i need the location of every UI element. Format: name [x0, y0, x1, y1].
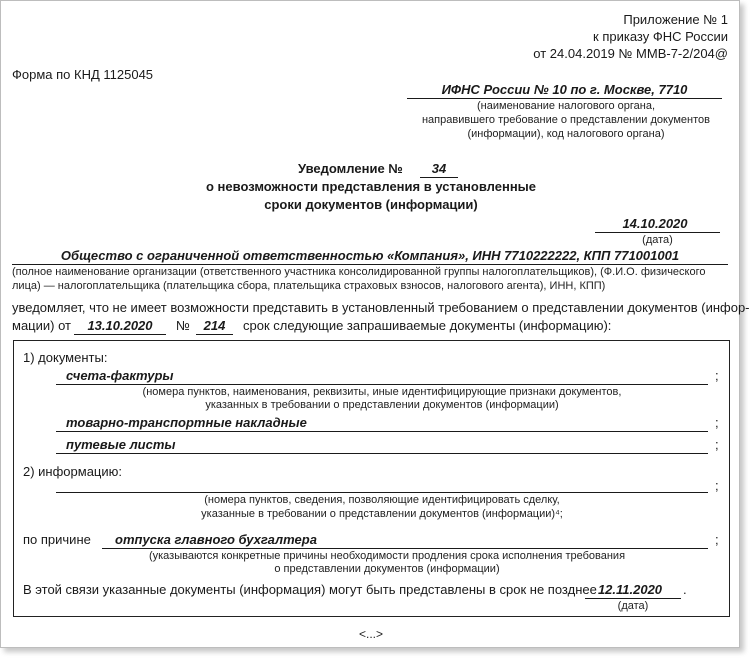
request-date-value: 13.10.2020 — [87, 318, 153, 333]
reason-hint-2: о представлении документов (информации) — [274, 563, 500, 575]
information-hint-1: (номера пунктов, сведения, позволяющие идентифицировать сделку, — [204, 494, 560, 506]
reason-value: отпуска главного бухгалтера — [115, 532, 317, 547]
request-number-label: № — [176, 318, 190, 333]
notice-line-1: уведомляет, что не имеет возможности представить в установленный требованием о представлении документов (инфор- — [12, 300, 750, 315]
reason-label: по причине — [23, 532, 91, 547]
form-code: Форма по КНД 1125045 — [12, 67, 154, 82]
appendix-line-2: к приказу ФНС России — [593, 29, 728, 44]
notice-line-2-suffix: срок следующие запрашиваемые документы (информацию): — [243, 318, 612, 333]
document-item-3: путевые листы — [66, 437, 176, 452]
deadline-value: 12.11.2020 — [597, 582, 663, 597]
documents-hint-1: (номера пунктов, наименования, реквизиты, иные идентифицирующие признаки документов, — [142, 386, 622, 398]
document-item-2: товарно-транспортные накладные — [66, 415, 307, 430]
request-number-underline — [196, 334, 233, 335]
date-value: 14.10.2020 — [622, 216, 688, 231]
appendix-line-3: от 24.04.2019 № ММВ-7-2/204@ — [533, 46, 728, 61]
title-line-3: сроки документов (информации) — [264, 197, 478, 212]
title-prefix: Уведомление № — [298, 161, 403, 176]
document-item-3-underline — [56, 453, 708, 454]
request-number-value: 214 — [203, 318, 226, 333]
deadline-end: . — [683, 582, 687, 597]
information-hint-2: указанные в требовании о представлении документов (информации)⁴; — [201, 508, 563, 520]
document-item-2-separator: ; — [715, 415, 719, 430]
appendix-line-1: Приложение № 1 — [623, 12, 728, 27]
documents-hint-2: указанных в требовании о представлении документов (информации) — [205, 399, 559, 411]
title-number: 34 — [431, 161, 447, 176]
request-date-underline — [74, 334, 166, 335]
document-item-3-separator: ; — [715, 437, 719, 452]
recipient-value: ИФНС России № 10 по г. Москве, 7710 — [441, 82, 688, 97]
organization-hint-2: лица) — налогоплательщика (плательщика сбора, плательщика страховых взносов, налогового агента), ИНН, КПП) — [12, 280, 606, 292]
documents-label: 1) документы: — [23, 350, 108, 365]
document-item-2-underline — [56, 431, 708, 432]
notice-line-2-prefix: мации) от — [12, 318, 71, 333]
recipient-hint-2: направившего требование о представлении документов — [421, 114, 710, 126]
deadline-hint: (дата) — [617, 600, 649, 612]
information-separator: ; — [715, 478, 719, 493]
date-hint: (дата) — [642, 234, 673, 246]
information-label: 2) информацию: — [23, 464, 123, 479]
title-line-2: о невозможности представления в установленные — [205, 179, 537, 194]
reason-separator: ; — [715, 532, 719, 547]
recipient-hint-1: (наименование налогового органа, — [477, 100, 655, 112]
document-item-1-separator: ; — [715, 368, 719, 383]
recipient-hint-3: (информации), код налогового органа) — [467, 128, 665, 140]
organization-value: Общество с ограниченной ответственностью «Компания», ИНН 7710222222, КПП 771001001 — [60, 248, 680, 263]
document-item-1: счета-фактуры — [66, 368, 174, 383]
title-number-underline — [420, 177, 458, 178]
reason-hint-1: (указываются конкретные причины необходимости продления срока исполнения требования — [148, 550, 626, 562]
organization-hint-1: (полное наименование организации (ответственного участника консолидированной группы налогоплательщиков), (Ф.И.О. физического — [12, 266, 706, 278]
footer-ellipsis: <...> — [358, 627, 384, 641]
deadline-text: В этой связи указанные документы (информация) могут быть представлены в срок не позднее — [23, 582, 597, 597]
